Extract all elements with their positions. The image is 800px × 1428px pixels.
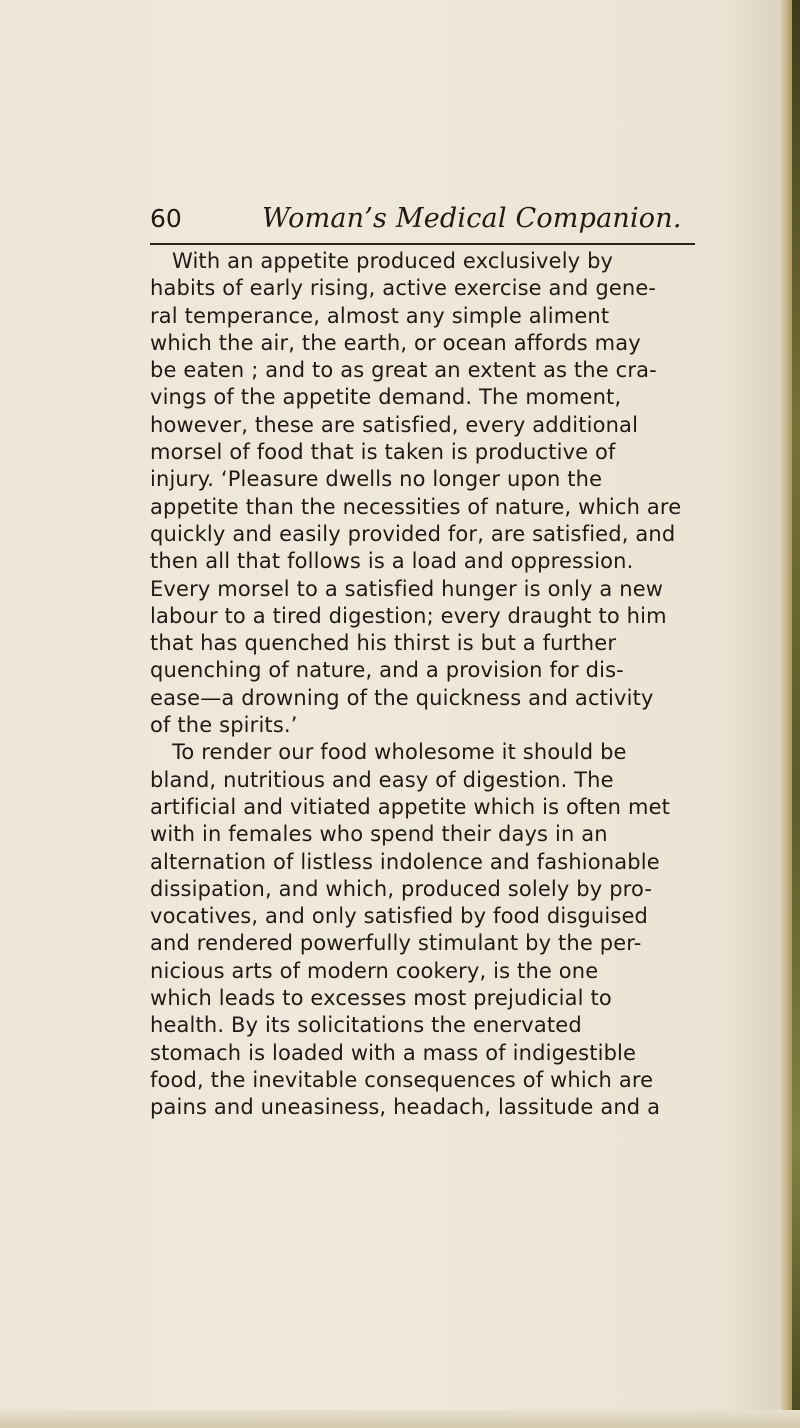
body-line: Every morsel to a satisfied hunger is only a new [150, 576, 664, 601]
running-title: Woman’s Medical Companion. [262, 203, 682, 234]
body-line: bland, nutritious and easy of digestion. The [150, 767, 614, 792]
body-line: then all that follows is a load and oppression. [150, 549, 634, 574]
body-line: be eaten ; and to as great an extent as the cra- [150, 358, 657, 383]
binding-edge [792, 0, 800, 1428]
body-line: that has quenched his thirst is but a further [150, 631, 617, 656]
body-line: vocatives, and only satisfied by food disguised [150, 904, 648, 929]
body-line: dissipation, and which, produced solely by pro- [150, 876, 653, 901]
body-line: nicious arts of modern cookery, is the one [150, 958, 599, 983]
body-line: quenching of nature, and a provision for dis- [150, 658, 624, 683]
body-line: To render our food wholesome it should be [172, 740, 627, 765]
header-rule [150, 243, 695, 245]
body-line: however, these are satisfied, every additional [150, 412, 639, 437]
body-line: appetite than the necessities of nature, which are [150, 494, 682, 519]
body-line: injury. ‘Pleasure dwells no longer upon the [150, 467, 603, 492]
body-text [150, 248, 710, 1122]
body-line: ease—a drowning of the quickness and activity [150, 685, 654, 710]
body-line: pains and uneasiness, headach, lassitude and a [150, 1095, 661, 1120]
body-line: ral temperance, almost any simple aliment [150, 303, 610, 328]
body-line: quickly and easily provided for, are satisfied, and [150, 521, 676, 546]
body-line: vings of the appetite demand. The moment, [150, 385, 622, 410]
body-line: health. By its solicitations the enervated [150, 1013, 582, 1038]
body-line: with in females who spend their days in an [150, 822, 608, 847]
body-line: artificial and vitiated appetite which is often met [150, 794, 671, 819]
body-line: food, the inevitable consequences of which are [150, 1067, 654, 1092]
body-line: of the spirits.’ [150, 713, 298, 738]
body-line: and rendered powerfully stimulant by the per- [150, 931, 642, 956]
body-line: morsel of food that is taken is productive of [150, 440, 616, 465]
body-line: stomach is loaded with a mass of indigestible [150, 1040, 637, 1065]
body-line: labour to a tired digestion; every draught to him [150, 603, 667, 628]
body-line: With an appetite produced exclusively by [172, 249, 614, 273]
page-header [150, 202, 770, 242]
body-line: alternation of listless indolence and fashionable [150, 849, 660, 874]
body-line: which leads to excesses most prejudicial to [150, 986, 612, 1011]
page-number: 60 [150, 204, 182, 233]
body-line: habits of early rising, active exercise and gene- [150, 276, 657, 301]
page-edge-shadow [778, 0, 800, 1428]
page-bottom-edge [0, 1410, 800, 1428]
body-line: which the air, the earth, or ocean affords may [150, 330, 641, 355]
